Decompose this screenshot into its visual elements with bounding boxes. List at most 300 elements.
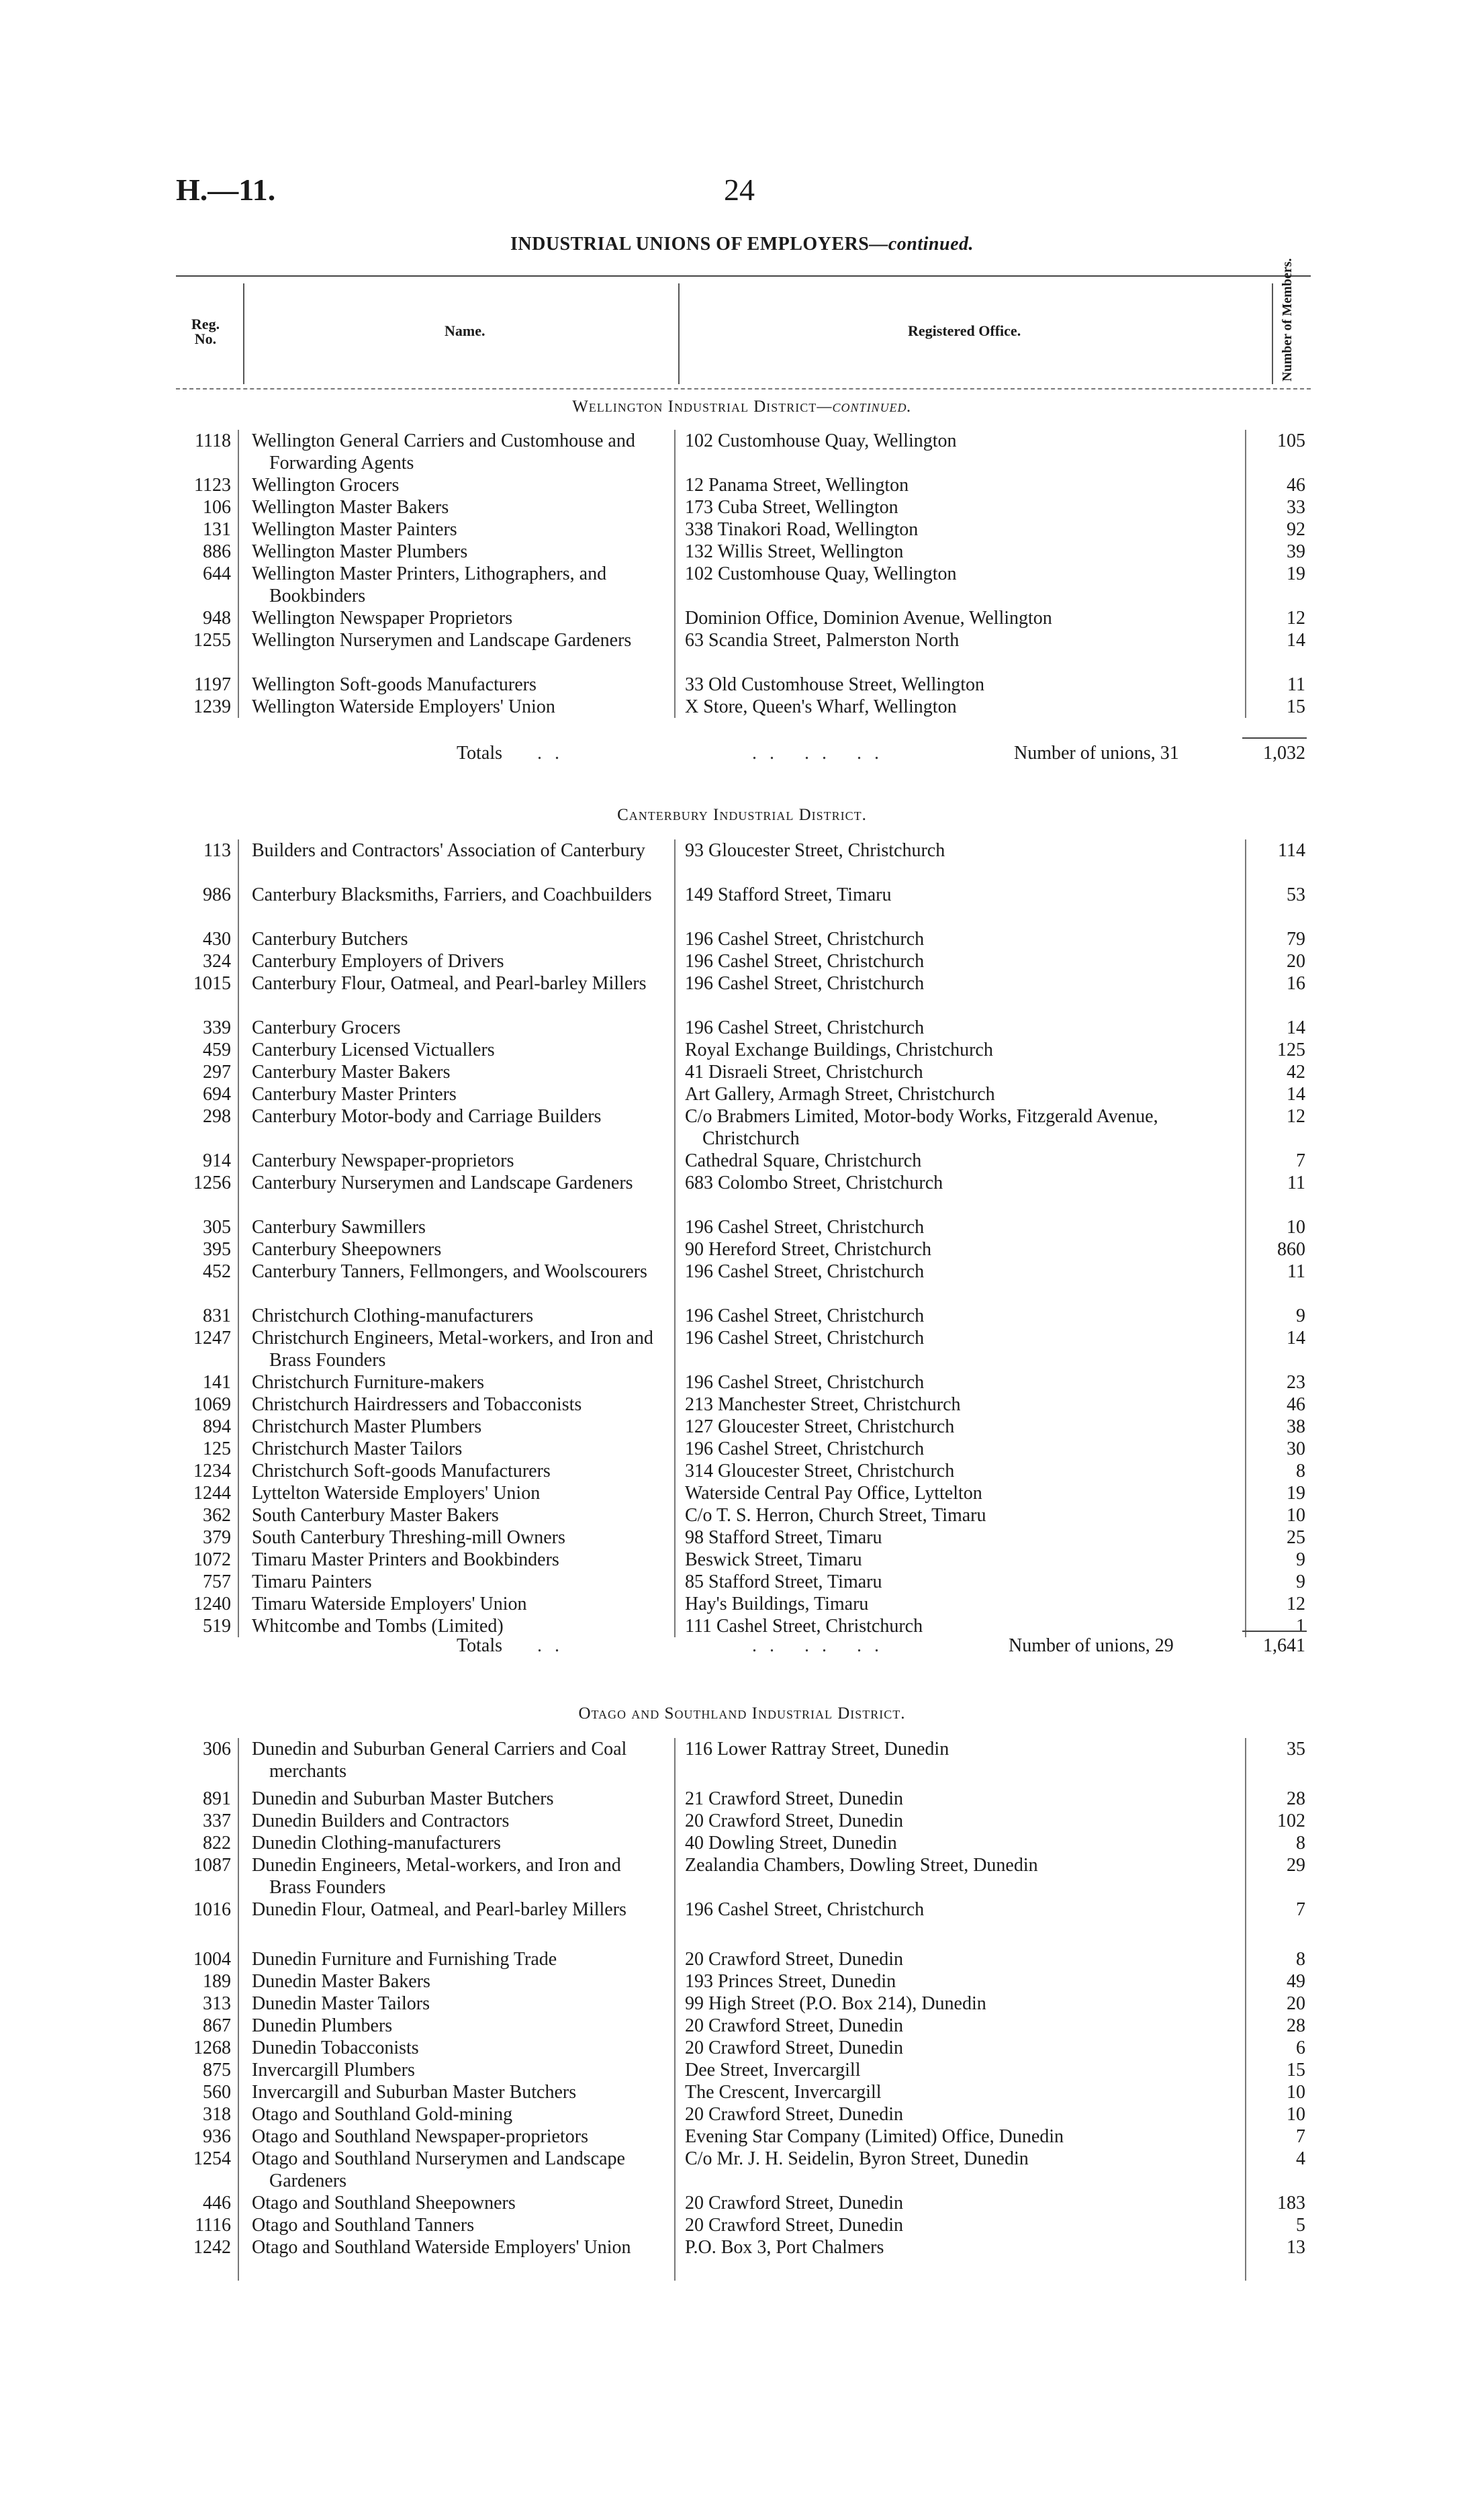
member-count: 46 (1287, 1394, 1305, 1415)
registered-office: 20 Crawford Street, Dunedin (685, 1949, 904, 1970)
reg-number: 1239 (193, 696, 231, 717)
totals-label: Totals (457, 743, 503, 764)
union-name: Canterbury Master Printers (252, 1084, 457, 1105)
member-count: 11 (1287, 1261, 1305, 1282)
table-row (0, 1416, 1484, 1438)
reg-number: 189 (203, 1971, 231, 1992)
reg-number: 1244 (193, 1483, 231, 1504)
member-count: 15 (1287, 2060, 1305, 2080)
registered-office: 85 Stafford Street, Timaru (685, 1571, 882, 1592)
union-name: South Canterbury Master Bakers (252, 1505, 499, 1526)
union-name: Canterbury Butchers (252, 929, 408, 950)
registered-office: 132 Willis Street, Wellington (685, 541, 904, 562)
member-count: 6 (1296, 2038, 1305, 2058)
registered-office: 20 Crawford Street, Dunedin (685, 2038, 904, 2058)
union-name: Christchurch Master Plumbers (252, 1416, 482, 1437)
member-count: 79 (1287, 929, 1305, 950)
reg-number: 141 (203, 1372, 231, 1393)
totals-unions-count: Number of unions, 31 (1014, 743, 1179, 764)
member-count: 9 (1296, 1306, 1305, 1326)
member-count: 39 (1287, 541, 1305, 562)
reg-number: 831 (203, 1306, 231, 1326)
member-count: 8 (1296, 1949, 1305, 1970)
registered-office: 33 Old Customhouse Street, Wellington (685, 674, 984, 695)
registered-office: Hay's Buildings, Timaru (685, 1594, 869, 1614)
member-count: 28 (1287, 1788, 1305, 1809)
table-row (0, 1327, 1484, 1371)
reg-number: 379 (203, 1527, 231, 1548)
table-row (0, 1305, 1484, 1327)
union-name: Christchurch Master Tailors (252, 1438, 463, 1459)
union-name: Otago and Southland Sheepowners (252, 2193, 516, 2213)
union-name: Dunedin Tobacconists (252, 2038, 419, 2058)
table-row (0, 1371, 1484, 1393)
union-name: Dunedin Master Tailors (252, 1993, 430, 2014)
member-count: 11 (1287, 1173, 1305, 1193)
registered-office: 116 Lower Rattray Street, Dunedin (685, 1739, 949, 1759)
union-name: Builders and Contractors' Association of Canterbury (252, 840, 645, 861)
reg-number: 1087 (193, 1855, 231, 1876)
union-name: Canterbury Motor-body and Carriage Builders (252, 1106, 602, 1127)
reg-number: 430 (203, 929, 231, 950)
header-divider (678, 283, 680, 384)
union-name: Wellington Master Bakers (252, 497, 449, 518)
reg-number: 339 (203, 1017, 231, 1038)
member-count: 38 (1287, 1416, 1305, 1437)
table-row (0, 1810, 1484, 1832)
registered-office: 338 Tinakori Road, Wellington (685, 519, 919, 540)
union-name: Dunedin and Suburban General Carriers and Coal merchants (252, 1739, 627, 1782)
union-name: Otago and Southland Nurserymen and Landscape Gardeners (252, 2148, 625, 2191)
registered-office: Cathedral Square, Christchurch (685, 1150, 922, 1171)
union-name: Christchurch Hairdressers and Tobacconists (252, 1394, 582, 1415)
union-name: Christchurch Engineers, Metal-workers, and Iron and Brass Founders (252, 1328, 653, 1371)
union-name: Canterbury Tanners, Fellmongers, and Woolscourers (252, 1261, 647, 1282)
table-row (0, 2148, 1484, 2192)
registered-office: 90 Hereford Street, Christchurch (685, 1239, 931, 1260)
table-row (0, 1970, 1484, 1993)
reg-number: 395 (203, 1239, 231, 1260)
registered-office: 127 Gloucester Street, Christchurch (685, 1416, 955, 1437)
reg-number: 948 (203, 608, 231, 629)
table-row (0, 1788, 1484, 1810)
union-name: Christchurch Soft-goods Manufacturers (252, 1461, 551, 1481)
table-row (0, 2059, 1484, 2081)
member-count: 7 (1296, 2126, 1305, 2147)
section-title-suffix: —continued. (817, 398, 912, 416)
reg-number: 1069 (193, 1394, 231, 1415)
union-name: Wellington General Carriers and Customhouse and Forwarding Agents (252, 430, 635, 473)
registered-office: 196 Cashel Street, Christchurch (685, 951, 925, 972)
registered-office: Waterside Central Pay Office, Lyttelton (685, 1483, 982, 1504)
reg-number: 914 (203, 1150, 231, 1171)
reg-number: 891 (203, 1788, 231, 1809)
union-name: Wellington Master Painters (252, 519, 457, 540)
page-number: 24 (724, 173, 755, 207)
member-count: 8 (1296, 1833, 1305, 1854)
registered-office: 196 Cashel Street, Christchurch (685, 1372, 925, 1393)
union-name: Wellington Nurserymen and Landscape Gardeners (252, 630, 632, 651)
totals-members: 1,032 (1263, 743, 1305, 764)
union-name: Christchurch Clothing-manufacturers (252, 1306, 534, 1326)
union-name: Dunedin Master Bakers (252, 1971, 430, 1992)
registered-office: Art Gallery, Armagh Street, Christchurch (685, 1084, 995, 1105)
registered-office: 314 Gloucester Street, Christchurch (685, 1461, 955, 1481)
table-row (0, 629, 1484, 674)
union-name: South Canterbury Threshing-mill Owners (252, 1527, 565, 1548)
reg-number: 297 (203, 1062, 231, 1083)
table-row (0, 696, 1484, 718)
title-continued: —continued. (869, 234, 974, 255)
reg-number: 1123 (194, 475, 231, 496)
registered-office: 40 Dowling Street, Dunedin (685, 1833, 897, 1854)
member-count: 12 (1287, 1594, 1305, 1614)
registered-office: Dee Street, Invercargill (685, 2060, 861, 2080)
member-count: 12 (1287, 608, 1305, 629)
member-count: 23 (1287, 1372, 1305, 1393)
table-row (0, 1150, 1484, 1172)
registered-office: 98 Stafford Street, Timaru (685, 1527, 882, 1548)
reg-number: 1234 (193, 1461, 231, 1481)
reg-number: 298 (203, 1106, 231, 1127)
member-count: 9 (1296, 1571, 1305, 1592)
member-count: 42 (1287, 1062, 1305, 1083)
union-name: Christchurch Furniture-makers (252, 1372, 485, 1393)
table-row (0, 1460, 1484, 1482)
union-name: Wellington Master Printers, Lithographers, and Bookbinders (252, 563, 607, 606)
member-count: 14 (1287, 1328, 1305, 1348)
column-rule (1245, 430, 1246, 718)
reg-number: 305 (203, 1217, 231, 1238)
table-row (0, 607, 1484, 629)
table-row (0, 2081, 1484, 2103)
column-rule (238, 430, 239, 718)
reg-number: 459 (203, 1040, 231, 1060)
registered-office: Zealandia Chambers, Dowling Street, Dunedin (685, 1855, 1038, 1876)
member-count: 9 (1296, 1549, 1305, 1570)
member-count: 92 (1287, 519, 1305, 540)
table-row (0, 1832, 1484, 1854)
table-row (0, 496, 1484, 518)
reg-number: 1247 (193, 1328, 231, 1348)
member-count: 28 (1287, 2015, 1305, 2036)
reg-number: 644 (203, 563, 231, 584)
registered-office: 196 Cashel Street, Christchurch (685, 1217, 925, 1238)
reg-number: 125 (203, 1438, 231, 1459)
reg-number: 1072 (193, 1549, 231, 1570)
reg-number: 894 (203, 1416, 231, 1437)
sum-rule (1242, 1631, 1307, 1632)
reg-number: 106 (203, 497, 231, 518)
registered-office: 149 Stafford Street, Timaru (685, 884, 892, 905)
table-row (0, 2103, 1484, 2125)
reg-number: 822 (203, 1833, 231, 1854)
union-name: Wellington Soft-goods Manufacturers (252, 674, 537, 695)
reg-number: 452 (203, 1261, 231, 1282)
member-count: 8 (1296, 1461, 1305, 1481)
table-row (0, 541, 1484, 563)
union-name: Dunedin Furniture and Furnishing Trade (252, 1949, 557, 1970)
table-row (0, 1549, 1484, 1571)
reg-number: 131 (203, 519, 231, 540)
member-count: 14 (1287, 1017, 1305, 1038)
registered-office: 99 High Street (P.O. Box 214), Dunedin (685, 1993, 986, 2014)
member-count: 10 (1287, 1505, 1305, 1526)
registered-office: 102 Customhouse Quay, Wellington (685, 430, 957, 451)
reg-number: 1116 (195, 2215, 231, 2236)
table-row (0, 1526, 1484, 1549)
union-name: Canterbury Licensed Victuallers (252, 1040, 495, 1060)
union-name: Invercargill Plumbers (252, 2060, 415, 2080)
union-name: Canterbury Flour, Oatmeal, and Pearl-barley Millers (252, 973, 647, 994)
page-title (0, 234, 1484, 255)
reg-number: 1197 (194, 674, 231, 695)
registered-office: 102 Customhouse Quay, Wellington (685, 563, 957, 584)
table-row (0, 1039, 1484, 1061)
reg-number: 1240 (193, 1594, 231, 1614)
document-code: H.—11. (176, 173, 276, 207)
reg-number: 1118 (195, 430, 231, 451)
column-rule (238, 839, 239, 1637)
table-row (0, 1061, 1484, 1083)
table-row (0, 2236, 1484, 2281)
column-rule (674, 1738, 676, 2281)
section-title-otago: Otago and Southland Industrial District. (578, 1704, 906, 1723)
table-header (176, 258, 1311, 390)
union-name: Wellington Master Plumbers (252, 541, 468, 562)
union-name: Timaru Waterside Employers' Union (252, 1594, 527, 1614)
union-name: Dunedin Flour, Oatmeal, and Pearl-barley Millers (252, 1899, 627, 1920)
union-name: Dunedin Plumbers (252, 2015, 393, 2036)
registered-office: 173 Cuba Street, Wellington (685, 497, 898, 518)
member-count: 49 (1287, 1971, 1305, 1992)
column-header-registered-office: Registered Office. (908, 322, 1021, 339)
union-name: Otago and Southland Tanners (252, 2215, 475, 2236)
reg-number: 337 (203, 1811, 231, 1831)
member-count: 35 (1287, 1739, 1305, 1759)
registered-office: 93 Gloucester Street, Christchurch (685, 840, 945, 861)
member-count: 5 (1296, 2215, 1305, 2236)
table-row (0, 1261, 1484, 1305)
totals-members: 1,641 (1263, 1635, 1305, 1656)
union-name: Timaru Master Printers and Bookbinders (252, 1549, 559, 1570)
column-header-name: Name. (445, 322, 485, 339)
registered-office: 20 Crawford Street, Dunedin (685, 2104, 904, 2125)
member-count: 105 (1277, 430, 1305, 451)
registered-office: 196 Cashel Street, Christchurch (685, 1261, 925, 1282)
table-row (0, 1571, 1484, 1593)
reg-number: 1254 (193, 2148, 231, 2169)
union-name: Lyttelton Waterside Employers' Union (252, 1483, 541, 1504)
registered-office: 20 Crawford Street, Dunedin (685, 2015, 904, 2036)
section-title-text: Wellington Industrial District (572, 398, 817, 416)
table-row (0, 518, 1484, 541)
registered-office: The Crescent, Invercargill (685, 2082, 882, 2103)
union-name: Whitcombe and Tombs (Limited) (252, 1616, 504, 1637)
union-name: Canterbury Master Bakers (252, 1062, 451, 1083)
member-count: 10 (1287, 2104, 1305, 2125)
table-row (0, 1172, 1484, 1216)
member-count: 46 (1287, 475, 1305, 496)
union-name: Canterbury Grocers (252, 1017, 401, 1038)
union-name: Otago and Southland Newspaper-proprietors (252, 2126, 588, 2147)
member-count: 7 (1296, 1150, 1305, 1171)
member-count: 15 (1287, 696, 1305, 717)
member-count: 10 (1287, 1217, 1305, 1238)
table-row (0, 1593, 1484, 1615)
column-rule (674, 839, 676, 1637)
member-count: 114 (1278, 840, 1305, 861)
registered-office: C/o Brabmers Limited, Motor-body Works, Fitzgerald Avenue, Christchurch (685, 1106, 1158, 1149)
reg-number: 886 (203, 541, 231, 562)
registered-office: 196 Cashel Street, Christchurch (685, 1328, 925, 1348)
union-name: Wellington Grocers (252, 475, 400, 496)
union-name: Invercargill and Suburban Master Butchers (252, 2082, 577, 2103)
member-count: 25 (1287, 1527, 1305, 1548)
column-rule (674, 430, 676, 718)
registered-office: 196 Cashel Street, Christchurch (685, 1306, 925, 1326)
table-row (0, 1854, 1484, 1899)
reg-number: 113 (203, 840, 231, 861)
reg-number: 1268 (193, 2038, 231, 2058)
column-header-members: Number of Members. (1280, 258, 1295, 381)
registered-office: 683 Colombo Street, Christchurch (685, 1173, 943, 1193)
member-count: 20 (1287, 951, 1305, 972)
member-count: 125 (1277, 1040, 1305, 1060)
reg-number: 1016 (193, 1899, 231, 1920)
column-rule (1245, 1738, 1246, 2281)
column-header-reg-no: Reg. No. (191, 316, 220, 347)
registered-office: 196 Cashel Street, Christchurch (685, 1899, 925, 1920)
reg-number: 1015 (193, 973, 231, 994)
table-row (0, 1105, 1484, 1150)
registered-office: 20 Crawford Street, Dunedin (685, 2215, 904, 2236)
member-count: 183 (1277, 2193, 1305, 2213)
reg-number: 324 (203, 951, 231, 972)
table-row (0, 563, 1484, 607)
reg-number: 318 (203, 2104, 231, 2125)
union-name: Dunedin Builders and Contractors (252, 1811, 510, 1831)
member-count: 33 (1287, 497, 1305, 518)
registered-office: 20 Crawford Street, Dunedin (685, 2193, 904, 2213)
totals-label: Totals (457, 1635, 503, 1656)
union-name: Dunedin Engineers, Metal-workers, and Iron and Brass Founders (252, 1855, 621, 1898)
union-name: Canterbury Newspaper-proprietors (252, 1150, 514, 1171)
union-name: Dunedin Clothing-manufacturers (252, 1833, 501, 1854)
member-count: 4 (1296, 2148, 1305, 2169)
reg-number: 875 (203, 2060, 231, 2080)
table-row (0, 2214, 1484, 2236)
union-name: Timaru Painters (252, 1571, 372, 1592)
registered-office: 196 Cashel Street, Christchurch (685, 1017, 925, 1038)
member-count: 13 (1287, 2237, 1305, 2258)
table-row (0, 928, 1484, 950)
member-count: 860 (1277, 1239, 1305, 1260)
table-row (0, 1216, 1484, 1238)
table-row (0, 1993, 1484, 2015)
registered-office: Dominion Office, Dominion Avenue, Wellington (685, 608, 1052, 629)
registered-office: 213 Manchester Street, Christchurch (685, 1394, 961, 1415)
table-row (0, 2037, 1484, 2059)
member-count: 20 (1287, 1993, 1305, 2014)
member-count: 14 (1287, 630, 1305, 651)
table-row (0, 674, 1484, 696)
union-name: Otago and Southland Gold-mining (252, 2104, 513, 2125)
member-count: 102 (1277, 1811, 1305, 1831)
member-count: 19 (1287, 1483, 1305, 1504)
registered-office: X Store, Queen's Wharf, Wellington (685, 696, 957, 717)
reg-number: 757 (203, 1571, 231, 1592)
union-name: Canterbury Sawmillers (252, 1217, 426, 1238)
union-name: Canterbury Blacksmiths, Farriers, and Coachbuilders (252, 884, 652, 905)
table-row (0, 1393, 1484, 1416)
table-row (0, 1615, 1484, 1637)
registered-office: Beswick Street, Timaru (685, 1549, 862, 1570)
registered-office: 20 Crawford Street, Dunedin (685, 1811, 904, 1831)
table-row (0, 950, 1484, 972)
member-count: 11 (1287, 674, 1305, 695)
union-name: Wellington Waterside Employers' Union (252, 696, 555, 717)
registered-office: 196 Cashel Street, Christchurch (685, 1438, 925, 1459)
union-name: Canterbury Sheepowners (252, 1239, 442, 1260)
table-row (0, 474, 1484, 496)
table-row (0, 2125, 1484, 2148)
section-title-canterbury: Canterbury Industrial District. (617, 806, 867, 824)
reg-number: 560 (203, 2082, 231, 2103)
member-count: 19 (1287, 563, 1305, 584)
table-row (0, 1238, 1484, 1261)
table-row (0, 1738, 1484, 1782)
registered-office: 111 Cashel Street, Christchurch (685, 1616, 923, 1637)
registered-office: 21 Crawford Street, Dunedin (685, 1788, 904, 1809)
sum-rule (1242, 737, 1307, 739)
header-divider (243, 283, 244, 384)
member-count: 12 (1287, 1106, 1305, 1127)
registered-office: 196 Cashel Street, Christchurch (685, 973, 925, 994)
member-count: 14 (1287, 1084, 1305, 1105)
table-row (0, 972, 1484, 1017)
member-count: 30 (1287, 1438, 1305, 1459)
registered-office: 63 Scandia Street, Palmerston North (685, 630, 960, 651)
registered-office: 12 Panama Street, Wellington (685, 475, 909, 496)
member-count: 10 (1287, 2082, 1305, 2103)
member-count: 7 (1296, 1899, 1305, 1920)
column-rule (238, 1738, 239, 2281)
registered-office: 196 Cashel Street, Christchurch (685, 929, 925, 950)
title-main: INDUSTRIAL UNIONS OF EMPLOYERS (510, 234, 870, 255)
registered-office: Royal Exchange Buildings, Christchurch (685, 1040, 993, 1060)
section-title-wellington (0, 398, 1484, 416)
totals-unions-count: Number of unions, 29 (1009, 1635, 1174, 1656)
union-name: Dunedin and Suburban Master Butchers (252, 1788, 554, 1809)
member-count: 53 (1287, 884, 1305, 905)
union-name: Otago and Southland Waterside Employers' Union (252, 2237, 631, 2258)
reg-number: 867 (203, 2015, 231, 2036)
table-row (0, 1504, 1484, 1526)
reg-number: 1256 (193, 1173, 231, 1193)
table-row (0, 839, 1484, 884)
member-count: 29 (1287, 1855, 1305, 1876)
registered-office: C/o T. S. Herron, Church Street, Timaru (685, 1505, 986, 1526)
table-row (0, 1017, 1484, 1039)
table-row (0, 1482, 1484, 1504)
column-rule (1245, 839, 1246, 1637)
union-name: Canterbury Employers of Drivers (252, 951, 504, 972)
table-row (0, 884, 1484, 928)
union-name: Canterbury Nurserymen and Landscape Gardeners (252, 1173, 633, 1193)
reg-number: 694 (203, 1084, 231, 1105)
member-count: 1 (1296, 1616, 1305, 1637)
